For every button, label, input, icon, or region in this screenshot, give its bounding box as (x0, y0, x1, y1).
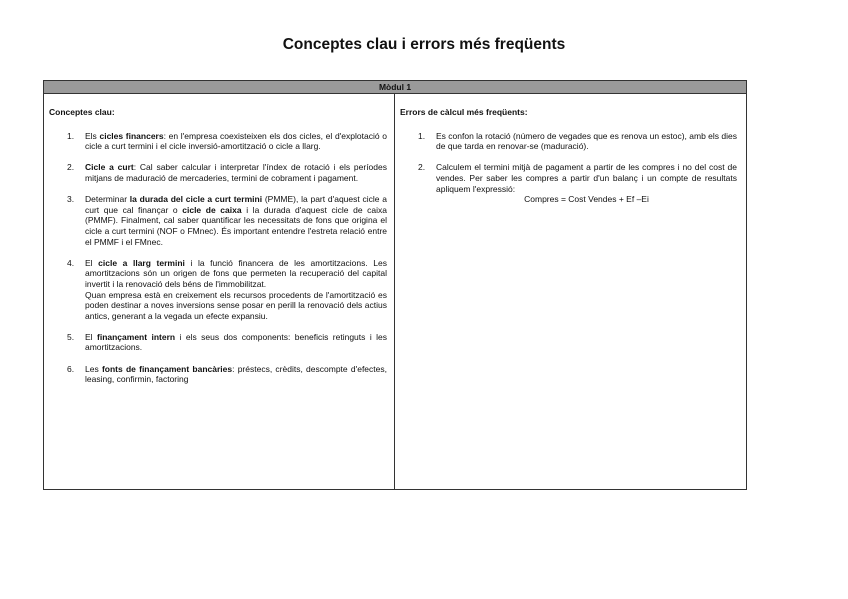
key-concepts-list (49, 131, 389, 385)
item-text: i la durada d'aquest cicle de caixa (PMMF). Finalment, cal saber quantificar les necessitats de fons que origina el cicle a curt termini (NOF o FMnec). És important entendre l'estreta relació entre el PMMF i el FMnec. (85, 204, 387, 247)
list-item (49, 131, 389, 152)
item-bold-term: cicles financers (99, 130, 164, 141)
item-number: 1. (418, 130, 426, 141)
item-number: 3. (67, 194, 75, 205)
item-bold-term: cicle de caixa (182, 204, 242, 215)
item-text: : en l'empresa coexisteixen els dos cicles, el d'explotació o cicle a curt termini i el cicle inversió-amortització o cicle a llarg. (85, 130, 387, 152)
item-bold-term: finançament intern (97, 331, 176, 342)
key-concepts-heading: Conceptes clau: (49, 107, 115, 117)
item-text: i la funció financera de les amortitzacions. Les amortitzacions són un origen de fons que permeten la recuperació del capital invertit i la renovació dels béns de l'immobilitzat. (85, 257, 387, 289)
item-bold-term: fonts de finançament bancàries (101, 363, 233, 374)
item-number: 6. (67, 363, 75, 374)
item-bold-term: cicle a llarg termini (98, 257, 185, 268)
item-text: Els (85, 130, 100, 141)
item-bold-term: la durada del cicle a curt termini (129, 194, 263, 205)
item-text: (PMME), la part d'aquest cicle a curt que cal finançar o (85, 194, 387, 215)
page-title: Conceptes clau i errors més freqüents (282, 36, 566, 53)
item-text: Quan empresa està en creixement els recursos procedents de l'amortització es poden destinar a noves inversions sense posar en perill la renovació dels actius antics, generant a la vegada un efecte expansiu. (85, 289, 387, 321)
list-item (49, 332, 389, 353)
item-text: El (85, 257, 99, 268)
item-number: 2. (67, 162, 75, 173)
module-header: Mòdul 1 (44, 81, 746, 94)
module-table (43, 80, 747, 490)
list-item (49, 162, 389, 183)
list-item (400, 131, 741, 152)
item-text: : préstecs, crèdits, descompte d'efectes, leasing, confirmin, factoring (85, 363, 387, 385)
item-text: i els seus dos components: beneficis retinguts i les amortitzacions. (85, 331, 388, 353)
item-text: Les (85, 363, 102, 374)
item-text: El (85, 331, 97, 342)
list-item (49, 194, 389, 247)
item-number: 2. (418, 162, 426, 173)
list-item (400, 162, 741, 204)
purchases-formula: Compres = Cost Vendes + Ef –Ei (524, 194, 649, 205)
item-number: 5. (67, 331, 75, 342)
list-item (49, 364, 389, 385)
item-text: Calculem el termini mitjà de pagament a partir de les compres i no del cost de vendes. Per saber les compres a partir d'un balanç i un compte de resultats apliquem l'expressió: (436, 162, 737, 194)
frequent-errors-column (395, 94, 746, 489)
list-item (49, 258, 389, 322)
key-concepts-column (44, 94, 395, 489)
item-number: 1. (67, 130, 75, 141)
item-text: Es confon la rotació (número de vegades que es renova un estoc), amb els dies de que tarda en renovar-se (maduració). (436, 130, 737, 152)
frequent-errors-list (400, 131, 741, 205)
item-number: 4. (67, 257, 75, 268)
item-text: : Cal saber calcular i interpretar l'índex de rotació i els períodes mitjans de maduració de mercaderies, termini de cobrament i pagament. (85, 162, 387, 183)
item-text: Determinar (85, 194, 130, 205)
frequent-errors-heading: Errors de càlcul més freqüents: (400, 107, 528, 117)
item-bold-term: Cicle a curt (85, 162, 134, 173)
